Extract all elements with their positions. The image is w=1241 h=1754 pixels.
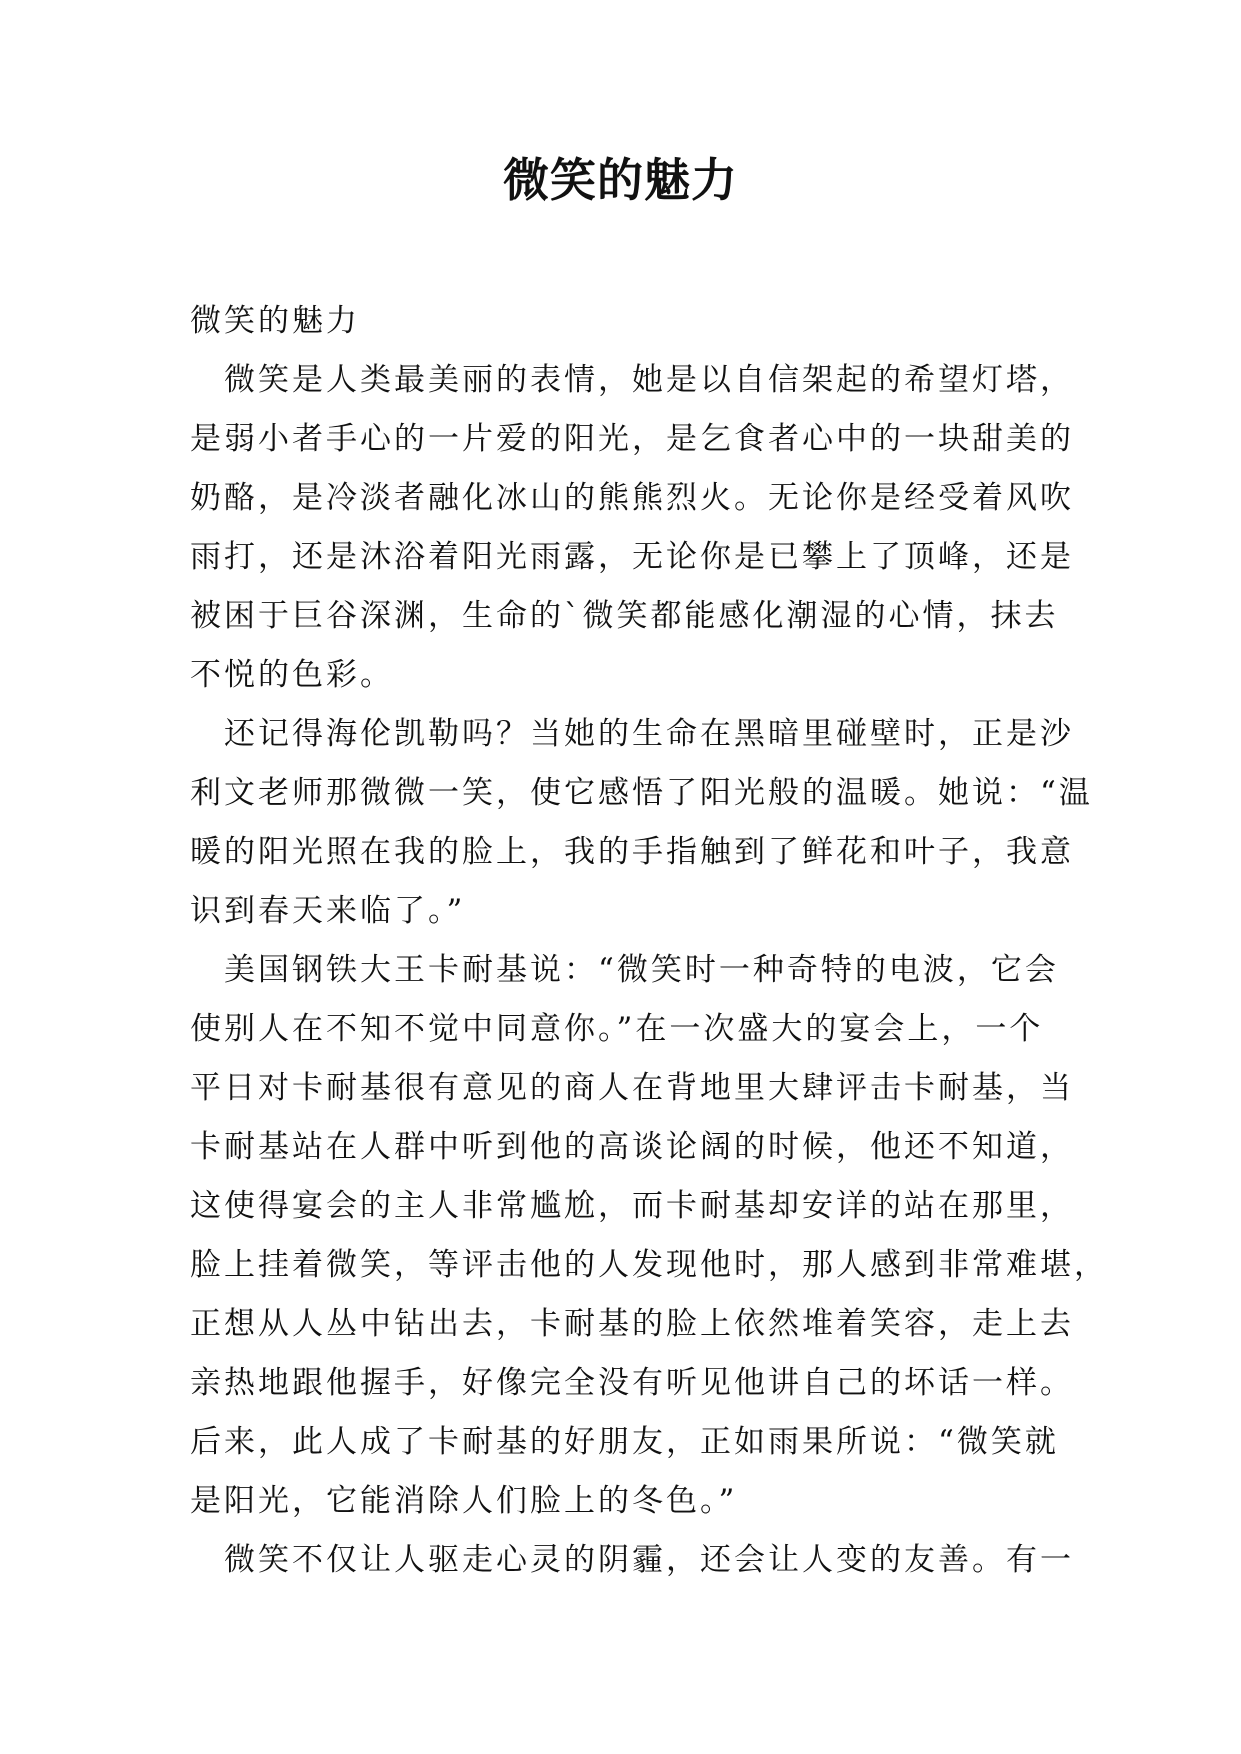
- body-line: 卡耐基站在人群中听到他的高谈论阔的时候，他还不知道，: [190, 1129, 1074, 1165]
- body-line: 雨打，还是沐浴着阳光雨露，无论你是已攀上了顶峰，还是: [190, 539, 1074, 575]
- body-line: 被困于巨谷深渊，生命的`微笑都能感化潮湿的心情，抹去: [190, 598, 1059, 634]
- body-line: 还记得海伦凯勒吗？当她的生命在黑暗里碰壁时，正是沙: [190, 716, 1074, 752]
- document-body: [190, 292, 1108, 1590]
- body-line: 脸上挂着微笑，等评击他的人发现他时，那人感到非常难堪，: [190, 1247, 1108, 1283]
- body-line: 美国钢铁大王卡耐基说：“微笑时一种奇特的电波，它会: [190, 952, 1059, 988]
- body-line: 微笑不仅让人驱走心灵的阴霾，还会让人变的友善。有一: [190, 1542, 1074, 1578]
- body-line: 奶酪，是冷淡者融化冰山的熊熊烈火。无论你是经受着风吹: [190, 480, 1074, 516]
- body-line: 正想从人丛中钻出去，卡耐基的脸上依然堆着笑容，走上去: [190, 1306, 1074, 1342]
- body-line: 后来，此人成了卡耐基的好朋友，正如雨果所说：“微笑就: [190, 1424, 1059, 1460]
- body-line: 亲热地跟他握手，好像完全没有听见他讲自己的坏话一样。: [190, 1365, 1074, 1401]
- document-title: 微笑的魅力: [503, 153, 738, 207]
- body-line: 平日对卡耐基很有意见的商人在背地里大肆评击卡耐基，当: [190, 1070, 1074, 1106]
- body-line: 微笑是人类最美丽的表情，她是以自信架起的希望灯塔，: [190, 362, 1074, 398]
- body-line: 是弱小者手心的一片爱的阳光，是乞食者心中的一块甜美的: [190, 421, 1074, 457]
- body-line: 这使得宴会的主人非常尴尬，而卡耐基却安详的站在那里，: [190, 1188, 1074, 1224]
- body-line: 识到春天来临了。”: [190, 893, 466, 929]
- body-line: 是阳光，它能消除人们脸上的冬色。”: [190, 1483, 738, 1519]
- body-line: 微笑的魅力: [190, 303, 360, 339]
- body-line: 暖的阳光照在我的脸上，我的手指触到了鲜花和叶子，我意: [190, 834, 1074, 870]
- body-line: 使别人在不知不觉中同意你。”在一次盛大的宴会上，一个: [190, 1011, 1044, 1047]
- body-line: 不悦的色彩。: [190, 657, 394, 693]
- body-line: 利文老师那微微一笑，使它感悟了阳光般的温暖。她说：“温: [190, 775, 1093, 811]
